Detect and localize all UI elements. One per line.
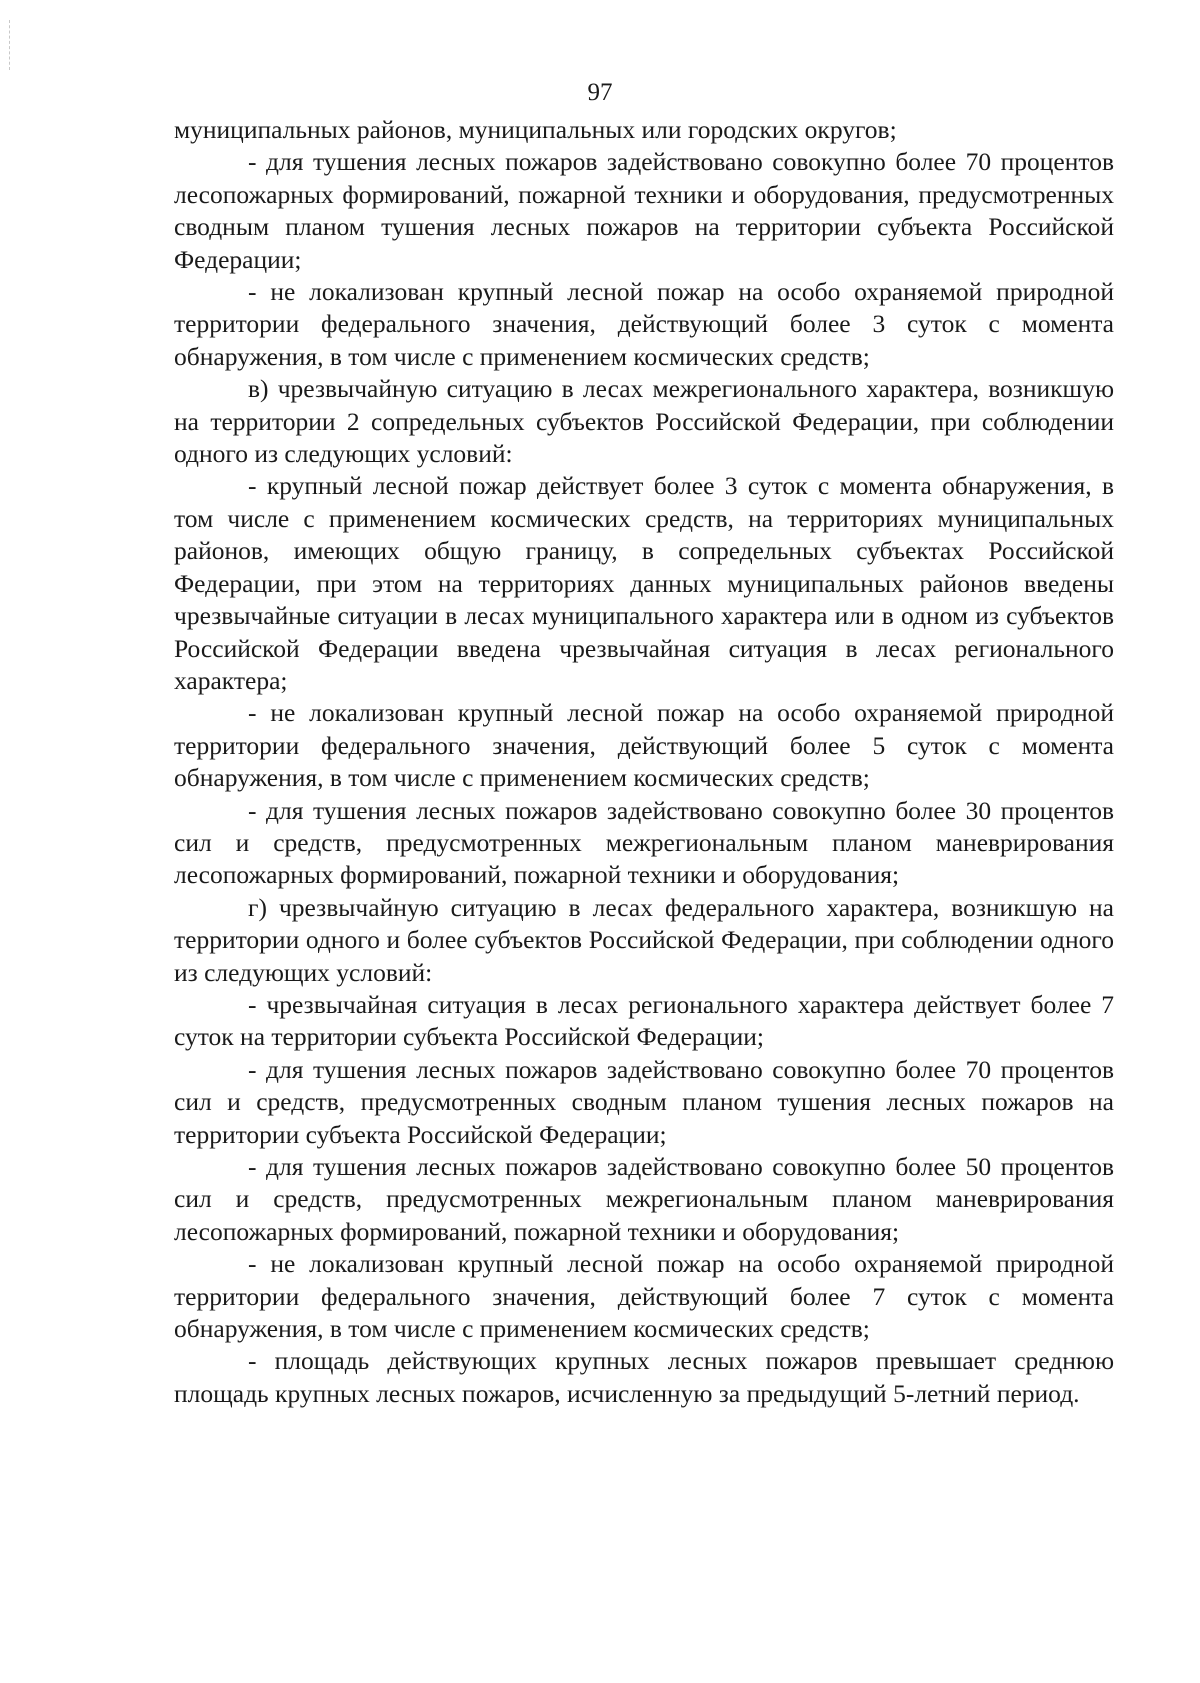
paragraph: - не локализован крупный лесной пожар на особо охраняемой природной территории федерального значения, действующий более 7 суток с момента обнаружения, в том числе с применением космических средств;: [174, 1249, 1114, 1344]
paragraph: - для тушения лесных пожаров задействовано совокупно более 70 процентов сил и средств, предусмотренных сводным планом тушения лесных пожаров на территории субъекта Российской Федерации;: [174, 1054, 1114, 1149]
paragraph: - не локализован крупный лесной пожар на особо охраняемой природной территории федерального значения, действующий более 3 суток с момента обнаружения, в том числе с применением космических средств;: [174, 277, 1114, 371]
paragraph: - чрезвычайная ситуация в лесах регионального характера действует более 7 суток на территории субъекта Российской Федерации;: [174, 989, 1114, 1052]
paragraph: - крупный лесной пожар действует более 3 суток с момента обнаружения, в том числе с применением космических средств, на территориях муниципальных районов, имеющих общую границу, в сопредельных субъектах Российской Федерации, при этом на территориях данных муниципальных районов введены чрезвычайные ситуации в лесах муниципального характера или в одном из субъектов Российской Федерации введена чрезвычайная ситуация в лесах регионального характера;: [174, 471, 1114, 695]
paragraph: г) чрезвычайную ситуацию в лесах федерального характера, возникшую на территории одного и более субъектов Российской Федерации, при соблюдении одного из следующих условий:: [174, 892, 1114, 987]
paragraph: - не локализован крупный лесной пожар на особо охраняемой природной территории федерального значения, действующий более 5 суток с момента обнаружения, в том числе с применением космических средств;: [174, 698, 1114, 793]
page-number: 97: [587, 79, 613, 106]
paragraph: - площадь действующих крупных лесных пожаров превышает среднюю площадь крупных лесных пожаров, исчисленную за предыдущий 5-летний период.: [174, 1346, 1114, 1408]
document-body: [174, 114, 1114, 1410]
scan-edge-mark: [9, 20, 11, 70]
paragraph: в) чрезвычайную ситуацию в лесах межрегионального характера, возникшую на территории 2 сопредельных субъектов Российской Федерации, при соблюдении одного из следующих условий:: [174, 374, 1114, 469]
paragraph: - для тушения лесных пожаров задействовано совокупно более 70 процентов лесопожарных формирований, пожарной техники и оборудования, предусмотренных сводным планом тушения лесных пожаров на территории субъекта Российской Федерации;: [174, 147, 1114, 274]
paragraph: - для тушения лесных пожаров задействовано совокупно более 30 процентов сил и средств, предусмотренных межрегиональным планом маневрирования лесопожарных формирований, пожарной техники и оборудования;: [174, 795, 1114, 890]
paragraph: муниципальных районов, муниципальных или городских округов;: [174, 115, 897, 144]
paragraph: - для тушения лесных пожаров задействовано совокупно более 50 процентов сил и средств, предусмотренных межрегиональным планом маневрирования лесопожарных формирований, пожарной техники и оборудования;: [174, 1152, 1114, 1246]
